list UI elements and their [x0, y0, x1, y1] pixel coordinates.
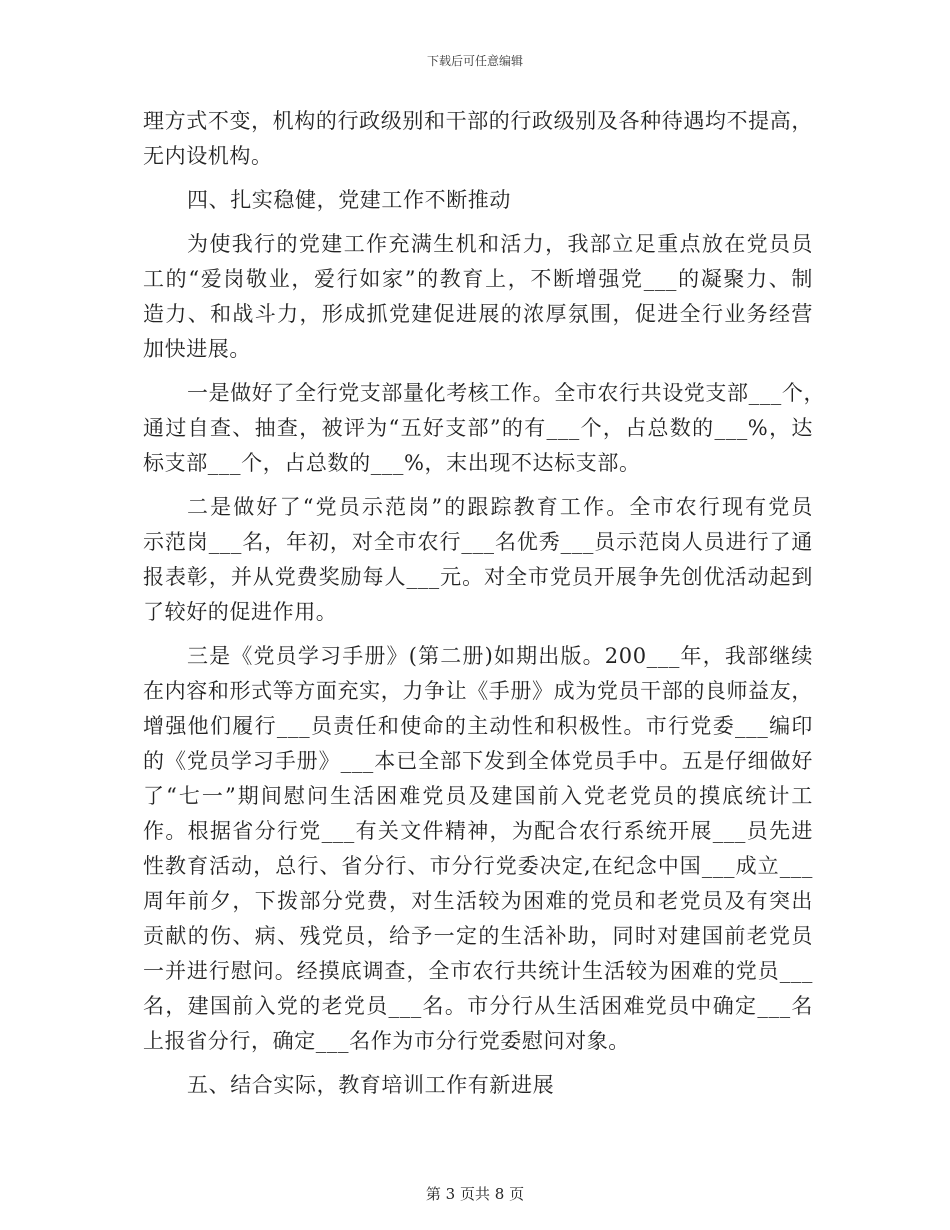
- text-line: 工的“爱岗敬业，爱行如家”的教育上，不断增强党___的凝聚力、制: [143, 267, 813, 291]
- text-line: 一并进行慰问。经摸底调查，全市农行共统计生活较为困难的党员___: [143, 959, 813, 983]
- paragraph: [143, 490, 813, 630]
- section-heading: [143, 1068, 813, 1103]
- text-line: 的《党员学习手册》___本已全部下发到全体党员手中。五是仔细做好: [143, 749, 813, 773]
- text-line: 标支部___个，占总数的___%，末出现不达标支部。: [143, 451, 641, 475]
- text-line: 了“七一”期间慰问生活困难党员及建国前入党老党员的摸底统计工: [143, 784, 813, 808]
- paragraph-gap: [143, 630, 813, 639]
- text-line: 加快进展。: [143, 337, 251, 361]
- text-line: 通过自查、抽查，被评为“五好支部”的有___个，占总数的___%，达: [143, 416, 813, 440]
- text-line: 三是《党员学习手册》(第二册)如期出版。200___年，我部继续: [187, 644, 813, 668]
- text-line: 在内容和形式等方面充实，力争让《手册》成为党员干部的良师益友，: [143, 679, 813, 703]
- section-heading: [143, 183, 813, 218]
- text-line: 贡献的伤、病、残党员，给予一定的生活补助，同时对建国前老党员: [143, 924, 813, 948]
- paragraph: [143, 104, 813, 174]
- paragraph-gap: [143, 1059, 813, 1068]
- paragraph-gap: [143, 367, 813, 376]
- paragraph-gap: [143, 218, 813, 227]
- text-line: 名，建国前入党的老党员___名。市分行从生活困难党员中确定___名: [143, 994, 813, 1018]
- text-line: 报表彰，并从党费奖励每人___元。对全市党员开展争先创优活动起到: [143, 565, 813, 589]
- text-line: 周年前夕，下拨部分党费，对生活较为困难的党员和老党员及有突出: [143, 889, 813, 913]
- paragraph: [143, 227, 813, 367]
- text-line: 四、扎实稳健，党建工作不断推动: [187, 188, 511, 212]
- paragraph: [143, 639, 813, 1059]
- text-line: 了较好的促进作用。: [143, 600, 338, 624]
- text-line: 性教育活动，总行、省分行、市分行党委决定,在纪念中国___成立___: [143, 854, 813, 878]
- text-line: 理方式不变，机构的行政级别和干部的行政级别及各种待遇均不提高，: [143, 109, 813, 133]
- text-line: 一是做好了全行党支部量化考核工作。全市农行共设党支部___个，: [187, 381, 826, 405]
- text-line: 五、结合实际，教育培训工作有新进展: [187, 1073, 555, 1097]
- paragraph-gap: [143, 481, 813, 490]
- text-line: 为使我行的党建工作充满生机和活力，我部立足重点放在党员员: [187, 232, 813, 256]
- paragraph: [143, 376, 826, 481]
- page-header: 下载后可任意编辑: [426, 54, 523, 68]
- paragraph-gap: [143, 174, 813, 183]
- page-footer: 第 3 页共 8 页: [425, 1185, 525, 1203]
- text-line: 示范岗___名，年初，对全市农行___名优秀___员示范岗人员进行了通: [143, 530, 813, 554]
- text-line: 作。根据省分行党___有关文件精神，为配合农行系统开展___员先进: [143, 819, 813, 843]
- text-line: 增强他们履行___员责任和使命的主动性和积极性。市行党委___编印: [143, 714, 813, 738]
- text-line: 无内设机构。: [143, 144, 273, 168]
- document-body: [143, 104, 826, 1103]
- text-line: 二是做好了“党员示范岗”的跟踪教育工作。全市农行现有党员: [187, 495, 813, 519]
- text-line: 造力、和战斗力，形成抓党建促进展的浓厚氛围，促进全行业务经营: [143, 302, 813, 326]
- text-line: 上报省分行，确定___名作为市分行党委慰问对象。: [143, 1029, 630, 1053]
